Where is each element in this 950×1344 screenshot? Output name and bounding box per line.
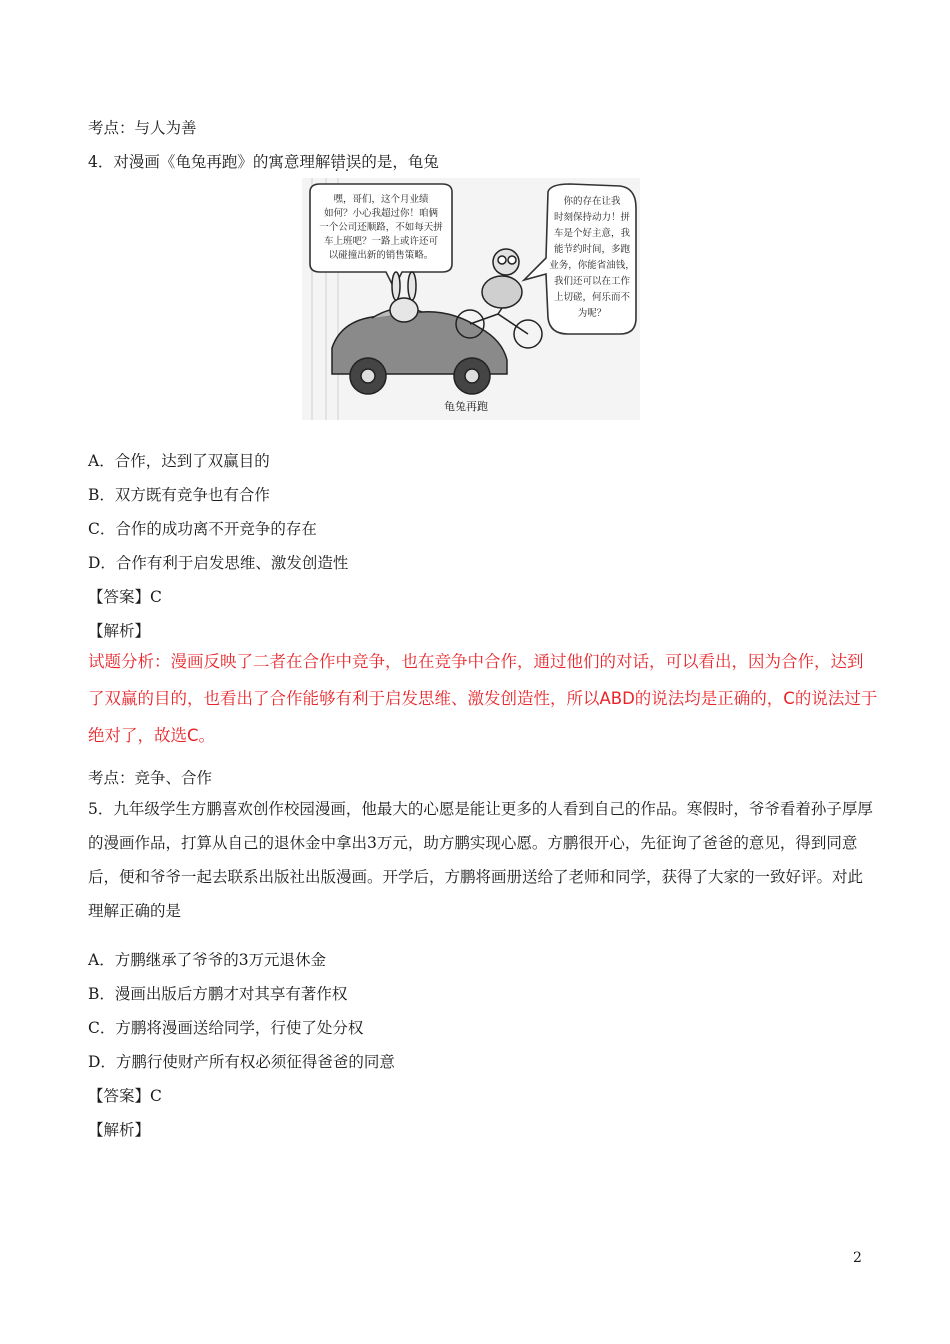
q5-option-a: A．方鹏继承了爷爷的3万元退休金 — [88, 951, 327, 969]
q5-option-b: B．漫画出版后方鹏才对其享有著作权 — [88, 985, 348, 1003]
turtle-line-1: 你的存在让我 — [563, 196, 621, 207]
turtle-line-5: 业务，你能省油钱， — [549, 260, 635, 271]
kaodian-q4: 考点：竞争、合作 — [88, 769, 213, 787]
rabbit-line-1: 嘿，哥们，这个月业绩 — [333, 194, 429, 205]
rabbit-line-3: 一个公司还顺路，不如每天拼 — [319, 222, 443, 233]
rabbit-line-4: 车上班吧？一路上或许还可 — [323, 236, 439, 247]
turtle-line-4: 能节约时间，多跑 — [553, 244, 631, 255]
q4-stem-emphasis: 错误 ·· — [330, 153, 361, 171]
rabbit-line-5: 以碰撞出新的销售策略。 — [328, 250, 434, 261]
q5-option-c: C．方鹏将漫画送给同学，行使了处分权 — [88, 1019, 364, 1037]
rabbit-line-2: 如何？小心我超过你！咱俩 — [323, 208, 439, 219]
turtle-line-7: 上切磋，何乐而不 — [553, 292, 631, 303]
q4-stem-post: 的是，龟兔 — [361, 153, 439, 171]
page-number: 2 — [853, 1250, 862, 1266]
turtle-line-2: 时刻保持动力！拼 — [553, 212, 631, 223]
q4-jiexi-label: 【解析】 — [88, 622, 151, 640]
q4-option-c: C．合作的成功离不开竞争的存在 — [88, 520, 317, 538]
cartoon-caption: 龟兔再跑 — [444, 400, 488, 413]
question-4-stem — [88, 150, 439, 172]
q4-answer: 【答案】C — [88, 588, 162, 606]
q4-analysis: 试题分析：漫画反映了二者在合作中竞争，也在竞争中合作，通过他们的对话，可以看出，因为合作，达到了双赢的目的，也看出了合作能够有利于启发思维、激发创造性，所以ABD的说法均是正确的，C的说法过于绝对了，故选C。 — [88, 652, 878, 745]
question-5-stem: 5．九年级学生方鹏喜欢创作校园漫画，他最大的心愿是能让更多的人看到自己的作品。寒假时，爷爷看着孙子厚厚的漫画作品，打算从自己的退休金中拿出3万元，助方鹏实现心愿。方鹏很开心，先征询了爸爸的意见，得到同意后，便和爷爷一起去联系出版社出版漫画。开学后，方鹏将画册送给了老师和同学，获得了大家的一致好评。对此理解正确的是 — [88, 800, 873, 920]
turtle-line-3: 车是个好主意，我 — [553, 228, 631, 239]
q4-option-b: B．双方既有竞争也有合作 — [88, 486, 270, 504]
q4-stem-pre: 4．对漫画《龟兔再跑》的寓意理解 — [88, 153, 331, 171]
q5-answer: 【答案】C — [88, 1087, 162, 1105]
turtle-line-8: 为呢？ — [577, 308, 607, 319]
q5-jiexi-label: 【解析】 — [88, 1121, 151, 1139]
q4-option-d: D．合作有利于启发思维、激发创造性 — [88, 554, 349, 572]
q5-option-d: D．方鹏行使财产所有权必须征得爸爸的同意 — [88, 1053, 395, 1071]
turtle-line-6: 我们还可以在工作 — [553, 276, 631, 287]
q4-option-a: A．合作，达到了双赢目的 — [88, 452, 270, 470]
cartoon-turtle-rabbit — [302, 178, 640, 420]
kaodian-q3: 考点：与人为善 — [88, 119, 197, 137]
